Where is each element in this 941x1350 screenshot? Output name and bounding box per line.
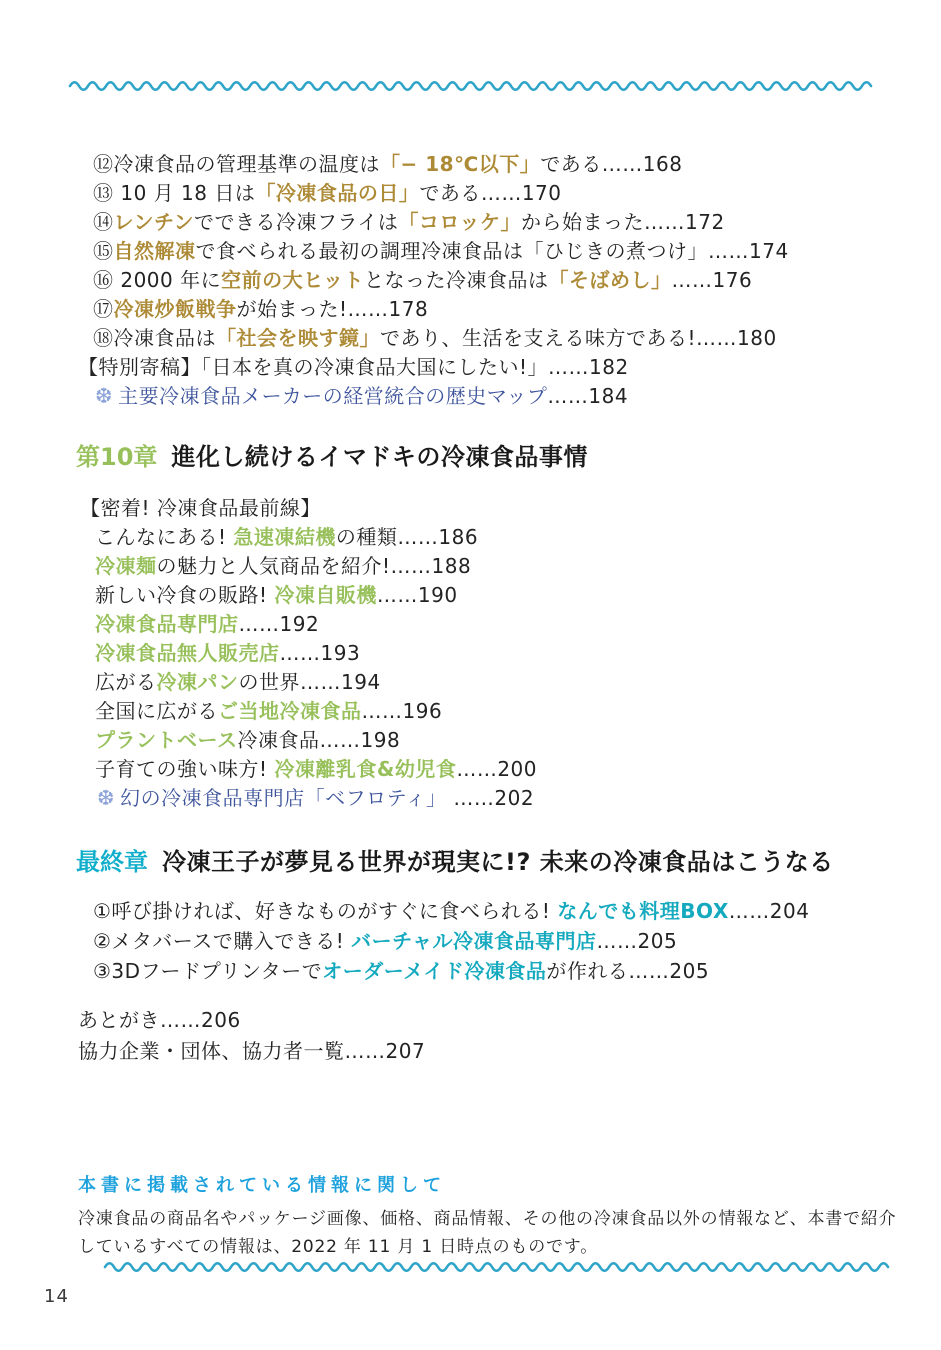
chapter-10-title: 進化し続けるイマドキの冷凍食品事情 [171, 443, 588, 471]
toc-line [95, 755, 537, 784]
toc-segment: である……168 [540, 152, 683, 176]
toc-segment: ③3Dフードプリンターで [93, 959, 323, 983]
toc-segment: ①呼び掛ければ、好きなものがすぐに食べられる! [93, 899, 558, 923]
toc-line [95, 581, 537, 610]
toc-section-chapter-10 [80, 494, 538, 813]
toc-segment: 広がる [95, 670, 157, 694]
toc-line [93, 295, 789, 324]
toc-segment: ……200 [456, 757, 538, 781]
toc-segment: ……193 [279, 641, 361, 665]
toc-segment: 「社会を映す鏡」 [216, 326, 380, 350]
toc-segment: が作れる……205 [546, 959, 710, 983]
toc-segment: こんなにある! [95, 525, 234, 549]
toc-segment: あとがき……206 [78, 1008, 241, 1032]
wavy-divider-top [69, 77, 875, 95]
toc-segment: 新しい冷食の販路! [95, 583, 275, 607]
toc-segment: である……170 [419, 181, 562, 205]
toc-segment: ⑯ 2000 年に [93, 268, 222, 292]
toc-line [95, 697, 537, 726]
snowflake-icon: ❆ [95, 384, 114, 408]
toc-segment: から始まった……172 [521, 210, 725, 234]
toc-segment: なんでも料理BOX [557, 899, 729, 923]
toc-line [95, 610, 537, 639]
chapter-10-label: 第10章 [76, 443, 158, 471]
toc-line [78, 1005, 425, 1036]
toc-segment: となった冷凍食品は [364, 268, 549, 292]
toc-segment: ……184 [547, 384, 629, 408]
toc-line [93, 266, 789, 295]
toc-line [95, 523, 537, 552]
toc-segment: レンチン [113, 210, 194, 234]
toc-segment: ご当地冷凍食品 [218, 699, 362, 723]
toc-segment: 冷凍自販機 [274, 583, 377, 607]
toc-segment: ⑮ [93, 239, 114, 263]
toc-line [78, 353, 789, 382]
toc-line [93, 956, 809, 986]
toc-segment: 「− 18℃以下」 [380, 152, 541, 176]
snowflake-icon: ❆ [97, 786, 116, 810]
toc-segment: オーダーメイド冷凍食品 [322, 959, 547, 983]
wavy-divider-bottom [104, 1258, 892, 1276]
toc-line [93, 179, 789, 208]
toc-line [95, 639, 537, 668]
toc-line [80, 494, 537, 523]
toc-line [95, 552, 537, 581]
toc-segment: 協力企業・団体、協力者一覧……207 [78, 1039, 426, 1063]
toc-segment: ……190 [376, 583, 458, 607]
toc-segment: ……205 [596, 929, 678, 953]
toc-segment: 冷凍パン [156, 670, 239, 694]
toc-line [93, 926, 809, 956]
toc-segment: でできる冷凍フライは [194, 210, 399, 234]
toc-segment: 子育ての強い味方! [95, 757, 275, 781]
toc-segment: 冷凍麺 [95, 554, 157, 578]
toc-segment: 空前の大ヒット [221, 268, 365, 292]
toc-line-snowflake [97, 784, 537, 813]
toc-segment: 急速凍結機 [233, 525, 336, 549]
toc-segment: ⑭ [93, 210, 114, 234]
toc-line [78, 1036, 425, 1067]
toc-segment: ⑬ 10 月 18 日は [93, 181, 256, 205]
toc-line [93, 237, 789, 266]
final-chapter-heading [76, 842, 834, 877]
toc-segment: ……202 [446, 786, 535, 810]
final-chapter-title: 冷凍王子が夢見る世界が現実に!? 未来の冷凍食品はこうなる [162, 848, 834, 876]
toc-segment: 幻の冷凍食品専門店「ベフロティ」 [120, 786, 447, 810]
toc-section-intro [78, 150, 789, 411]
toc-segment: プラントベース [95, 728, 238, 752]
toc-line [93, 150, 789, 179]
toc-segment: 【密着! 冷凍食品最前線】 [80, 496, 321, 520]
toc-segment: であり、生活を支える味方である!……180 [380, 326, 777, 350]
footer-note-body-line-1: 冷凍食品の商品名やパッケージ画像、価格、商品情報、その他の冷凍食品以外の情報など、本書で紹介 [78, 1209, 897, 1229]
toc-line [95, 668, 537, 697]
toc-segment: の世界……194 [238, 670, 381, 694]
toc-segment: 冷凍食品……198 [237, 728, 401, 752]
toc-segment: で食べられる最初の調理冷凍食品は「ひじきの煮つけ」……174 [195, 239, 789, 263]
chapter-10-heading [76, 437, 588, 472]
toc-segment: バーチャル冷凍食品専門店 [351, 929, 597, 953]
toc-segment: 冷凍炒飯戦争 [113, 297, 237, 321]
toc-segment: 冷凍食品専門店 [95, 612, 239, 636]
page-number: 14 [44, 1286, 69, 1307]
footer-note-heading: 本書に掲載されている情報に関して [78, 1175, 446, 1196]
toc-segment: の種類……186 [335, 525, 479, 549]
toc-segment: 「冷凍食品の日」 [255, 181, 420, 205]
toc-segment: ②メタバースで購入できる! [93, 929, 352, 953]
toc-segment: が始まった!……178 [236, 297, 429, 321]
toc-segment: ……204 [728, 899, 810, 923]
toc-segment: 「コロッケ」 [398, 210, 522, 234]
toc-segment: ⑱冷凍食品は [93, 326, 216, 350]
toc-segment: 【特別寄稿】「日本を真の冷凍食品大国にしたい!」……182 [78, 355, 629, 379]
footer-note-body-line-2: しているすべての情報は、2022 年 11 月 1 日時点のものです。 [78, 1237, 599, 1257]
toc-segment: 「そばめし」 [548, 268, 672, 292]
toc-segment: ……176 [671, 268, 753, 292]
toc-segment: ……196 [361, 699, 443, 723]
toc-segment: ……192 [238, 612, 320, 636]
toc-line [95, 726, 537, 755]
toc-section-final-chapter [93, 896, 809, 986]
final-chapter-label: 最終章 [76, 848, 148, 876]
toc-segment: 冷凍離乳食&幼児食 [274, 757, 457, 781]
toc-segment: ⑰ [93, 297, 114, 321]
toc-section-closing [78, 1005, 425, 1067]
toc-line [93, 896, 809, 926]
toc-line [93, 208, 789, 237]
toc-line-snowflake [95, 382, 789, 411]
toc-segment: 全国に広がる [95, 699, 218, 723]
toc-segment: ⑫冷凍食品の管理基準の温度は [93, 152, 380, 176]
toc-segment: 自然解凍 [113, 239, 196, 263]
toc-line [93, 324, 789, 353]
toc-segment: の魅力と人気商品を紹介!……188 [156, 554, 472, 578]
footer-note [78, 1171, 898, 1261]
toc-segment: 冷凍食品無人販売店 [95, 641, 280, 665]
toc-segment: 主要冷凍食品メーカーの経営統合の歴史マップ [118, 384, 548, 408]
